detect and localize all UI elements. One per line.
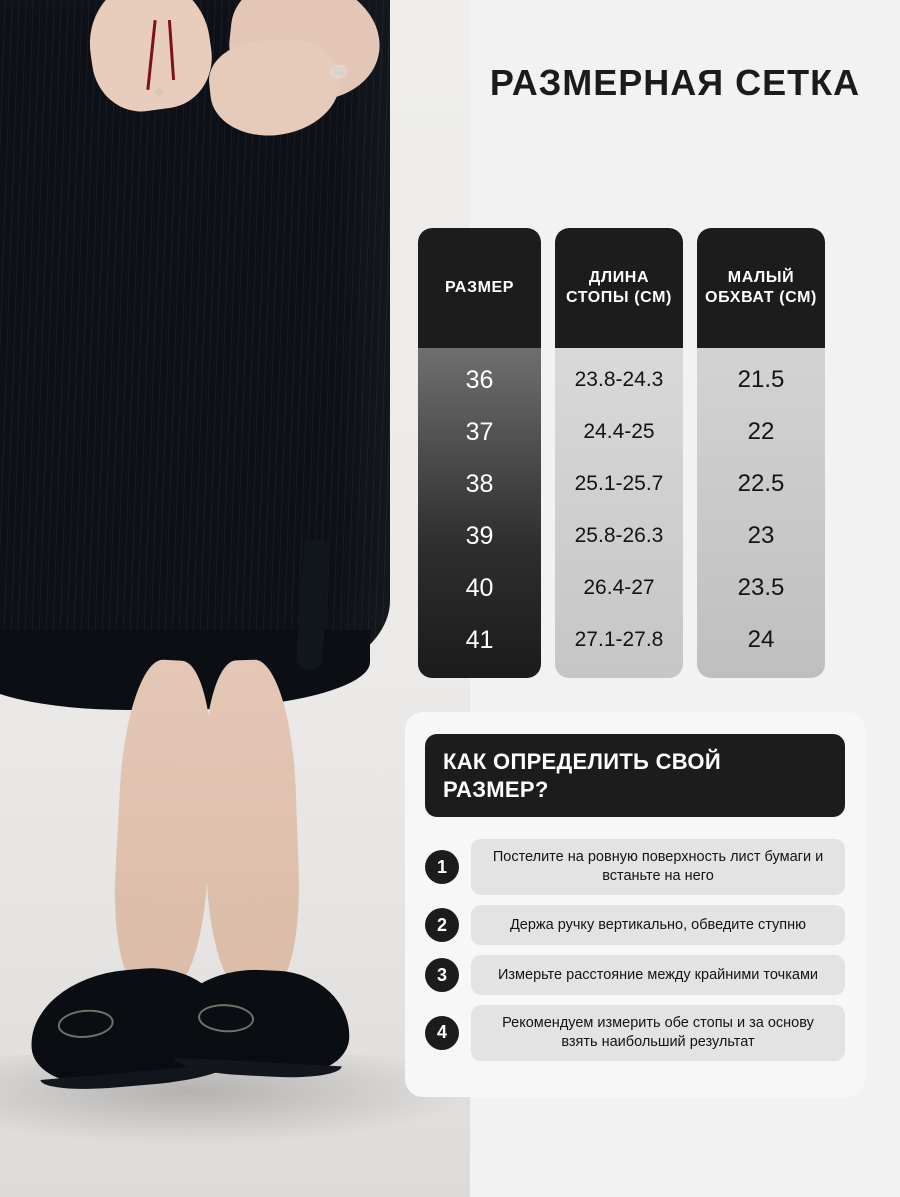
list-item (425, 839, 845, 895)
loafer-left-trim (57, 1007, 115, 1040)
table-cell: 38 (465, 469, 494, 498)
table-cell: 22.5 (737, 470, 785, 497)
table-cell: 26.4-27 (583, 576, 655, 599)
table-cell: 37 (465, 417, 494, 446)
table-cell: 24.4-25 (583, 420, 655, 443)
table-cell: 36 (465, 365, 494, 394)
list-item (425, 905, 845, 945)
column-header-girth: МАЛЫЙ ОБХВАТ (СМ) (697, 228, 825, 348)
step-number-badge: 4 (425, 1016, 459, 1050)
how-to-measure-card (405, 712, 865, 1097)
column-body-foot-length (555, 348, 683, 678)
size-table-column-girth (697, 228, 825, 678)
size-table-column-size (418, 228, 541, 678)
step-number-badge: 3 (425, 958, 459, 992)
page-title: РАЗМЕРНАЯ СЕТКА (489, 62, 861, 103)
ring-icon (333, 67, 345, 76)
step-text: Постелите на ровную поверхность лист бумаги и встаньте на него (471, 839, 845, 895)
step-number-badge: 1 (425, 850, 459, 884)
table-cell: 41 (465, 625, 494, 654)
table-cell: 25.1-25.7 (574, 472, 664, 495)
table-cell: 23 (747, 522, 775, 549)
table-cell: 23.5 (737, 574, 785, 601)
table-cell: 39 (465, 521, 494, 550)
how-to-measure-steps (425, 839, 845, 1060)
size-table-column-foot-length (555, 228, 683, 678)
step-text: Измерьте расстояние между крайними точками (471, 955, 845, 995)
dress-cord-bead (155, 88, 163, 96)
table-cell: 24 (747, 626, 775, 653)
step-text: Держа ручку вертикально, обведите ступню (471, 905, 845, 945)
model-right-leg (199, 658, 302, 991)
table-cell: 27.1-27.8 (574, 628, 664, 651)
list-item (425, 955, 845, 995)
how-to-measure-title: КАК ОПРЕДЕЛИТЬ СВОЙ РАЗМЕР? (425, 734, 845, 817)
table-cell: 40 (465, 573, 494, 602)
loafer-right-trim (197, 1003, 254, 1034)
floor-shadow (0, 1055, 470, 1145)
column-header-size: РАЗМЕР (418, 228, 541, 348)
table-cell: 23.8-24.3 (574, 368, 664, 391)
column-header-foot-length: ДЛИНА СТОПЫ (СМ) (555, 228, 683, 348)
table-cell: 22 (747, 418, 775, 445)
table-cell: 25.8-26.3 (574, 524, 664, 547)
column-body-size (418, 348, 541, 678)
size-table (418, 228, 825, 678)
list-item (425, 1005, 845, 1061)
column-body-girth (697, 348, 825, 678)
table-cell: 21.5 (737, 366, 785, 393)
step-number-badge: 2 (425, 908, 459, 942)
step-text: Рекомендуем измерить обе стопы и за основу взять наибольший результат (471, 1005, 845, 1061)
